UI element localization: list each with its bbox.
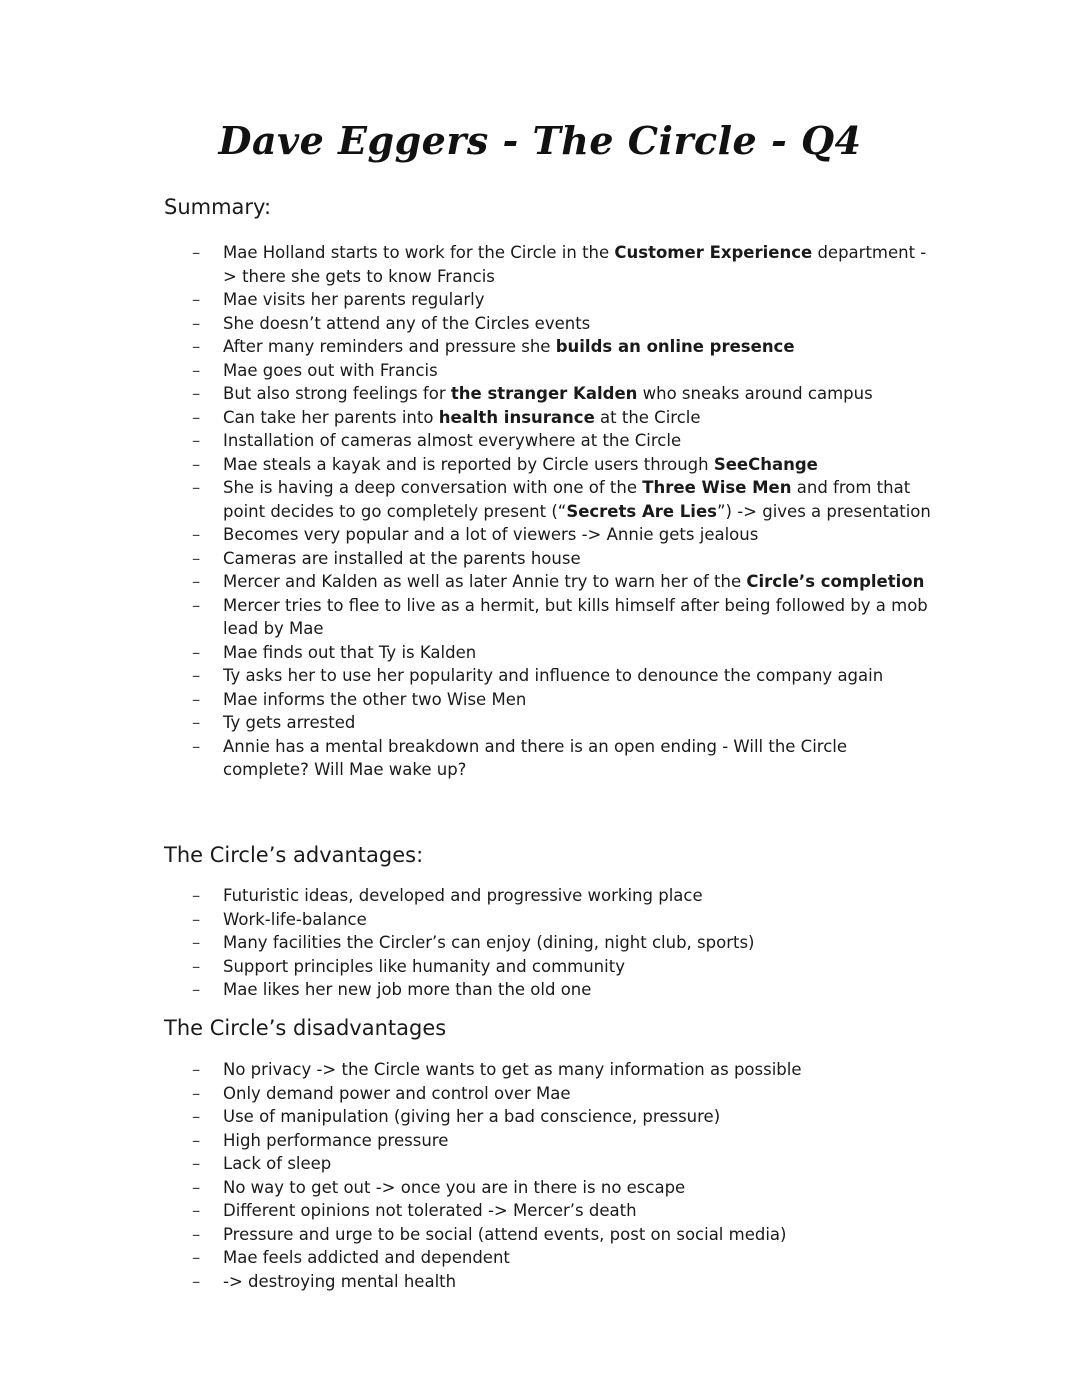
list-item-text: Mercer tries to flee to live as a hermit, but kills himself after being followed by a mob lead by Mae (223, 595, 928, 638)
bold-text: SeeChange (713, 454, 818, 474)
list-item (192, 429, 932, 453)
list-item-text: Mae Holland starts to work for the Circle in the (223, 243, 615, 262)
bold-text: Circle’s completion (746, 572, 925, 591)
list-item-text: Many facilities the Circler’s can enjoy (dining, night club, sports) (223, 933, 755, 952)
list-item (192, 382, 932, 406)
list-item (192, 1129, 932, 1153)
bold-text: health insurance (438, 407, 595, 427)
list-item-text: -> destroying mental health (223, 1271, 457, 1291)
list-item-text: Support principles like humanity and community (223, 956, 625, 976)
list-item-text: Mae finds out that Ty is Kalden (223, 642, 477, 662)
list-item-text: and from that point decides to go completely present (“ (223, 478, 911, 521)
list-item-text: department -> there she gets to know Francis (223, 243, 927, 286)
list-item-text: Mercer and Kalden as well as later Annie try to warn her of the (223, 572, 747, 591)
list-item-text: But also strong feelings for (223, 384, 451, 403)
bold-text: Customer Experience (614, 243, 813, 262)
list-item (192, 1199, 932, 1223)
list-item (192, 312, 932, 336)
list-item-text: Pressure and urge to be social (attend events, post on social media) (223, 1224, 787, 1244)
list-item-text: Futuristic ideas, developed and progressive working place (223, 886, 703, 905)
bold-text: builds an online presence (555, 337, 795, 356)
list-item-text: Work-life-balance (223, 909, 367, 929)
disadvantages-heading: The Circle’s disadvantages (164, 1016, 447, 1040)
list-item-text: Mae goes out with Francis (223, 360, 438, 380)
list-item (192, 908, 932, 932)
list-item (192, 547, 932, 571)
list-item-text: ”) -> gives a presentation (716, 501, 931, 521)
list-item-text: Cameras are installed at the parents house (223, 548, 581, 568)
list-item (192, 664, 932, 688)
list-item (192, 955, 932, 979)
list-item (192, 641, 932, 665)
list-item-text: Mae steals a kayak and is reported by Circle users through (223, 454, 714, 474)
list-item (192, 476, 932, 523)
list-item (192, 359, 932, 383)
advantages-heading: The Circle’s advantages: (164, 843, 424, 867)
list-item (192, 406, 932, 430)
disadvantages-list (192, 1058, 932, 1293)
list-item-text: Mae informs the other two Wise Men (223, 689, 527, 709)
list-item (192, 1058, 932, 1082)
list-item-text: After many reminders and pressure she (223, 337, 556, 356)
list-item-text: who sneaks around campus (637, 384, 873, 403)
list-item (192, 241, 932, 288)
list-item (192, 1105, 932, 1129)
list-item (192, 288, 932, 312)
advantages-list (192, 884, 932, 1002)
document-title: Dave Eggers - The Circle - Q4 (218, 118, 862, 163)
list-item (192, 978, 932, 1002)
list-item (192, 735, 932, 782)
list-item-text: She doesn’t attend any of the Circles events (223, 313, 591, 333)
list-item-text: Only demand power and control over Mae (223, 1083, 571, 1103)
list-item (192, 523, 932, 547)
list-item (192, 931, 932, 955)
list-item (192, 688, 932, 712)
list-item (192, 884, 932, 908)
list-item-text: Mae visits her parents regularly (223, 290, 485, 309)
bold-text: the stranger Kalden (450, 384, 638, 403)
list-item-text: She is having a deep conversation with one of the (223, 478, 643, 497)
list-item (192, 570, 932, 594)
list-item (192, 711, 932, 735)
bold-text: Secrets Are Lies (566, 501, 717, 521)
list-item (192, 1223, 932, 1247)
summary-heading: Summary: (164, 195, 272, 219)
list-item (192, 1176, 932, 1200)
list-item-text: No way to get out -> once you are in there is no escape (223, 1177, 686, 1197)
list-item-text: Annie has a mental breakdown and there is an open ending - Will the Circle complete? Will Mae wake up? (223, 736, 848, 779)
list-item-text: High performance pressure (223, 1130, 449, 1150)
list-item-text: at the Circle (594, 407, 701, 427)
list-item (192, 1152, 932, 1176)
list-item (192, 453, 932, 477)
list-item-text: Becomes very popular and a lot of viewers -> Annie gets jealous (223, 525, 759, 544)
list-item-text: Different opinions not tolerated -> Mercer’s death (223, 1201, 637, 1220)
list-item (192, 335, 932, 359)
list-item (192, 594, 932, 641)
list-item-text: Installation of cameras almost everywhere at the Circle (223, 431, 682, 450)
list-item-text: Mae likes her new job more than the old one (223, 980, 592, 999)
list-item-text: Mae feels addicted and dependent (223, 1248, 510, 1267)
list-item-text: Use of manipulation (giving her a bad conscience, pressure) (223, 1107, 721, 1126)
list-item-text: Lack of sleep (223, 1154, 332, 1173)
list-item-text: Ty asks her to use her popularity and influence to denounce the company again (223, 666, 884, 685)
list-item-text: No privacy -> the Circle wants to get as many information as possible (223, 1060, 802, 1079)
list-item-text: Can take her parents into (223, 407, 439, 427)
list-item (192, 1082, 932, 1106)
bold-text: Three Wise Men (642, 478, 792, 497)
summary-list (192, 241, 932, 782)
list-item (192, 1246, 932, 1270)
list-item-text: Ty gets arrested (223, 713, 356, 732)
list-item (192, 1270, 932, 1294)
